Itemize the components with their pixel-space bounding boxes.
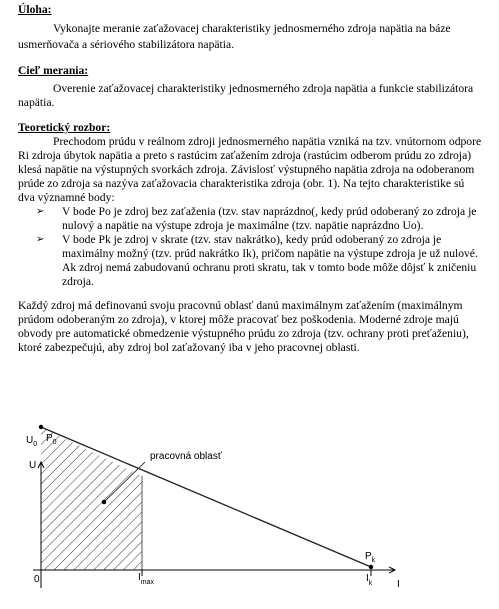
bullet-2-line-2: maximálny možný (tzv. prúd nakrátko Ik), pričom napätie na výstupe zdroja je už nulové.	[62, 247, 478, 260]
rozbor-line-4: prúde zo zdroja sa nazýva zaťažovacia charakteristika zdroja (obr. 1). Na tejto charakteristike sú	[18, 177, 465, 190]
pk-point	[369, 565, 373, 569]
paragraph-line-3: obvody pre automatické obmedzenie výstupného prúdu zo zdroja (tzv. ochrany proti preťaženiu),	[18, 327, 469, 340]
origin-label: 0	[34, 574, 40, 585]
ik-label: $I_k$	[366, 573, 373, 587]
ciel-line-1: Overenie zaťažovacej charakteristiky jednosmerného zdroja napätia a funkcie stabilizátora	[53, 82, 474, 95]
bullet-2-line-4: zdroja.	[62, 275, 94, 288]
axis-u-label: U	[29, 460, 37, 471]
bullet-1-line-2: nulový a napätie na výstupe zdroja je maximálne (tzv. napätie naprázdno Uo).	[62, 219, 424, 232]
u0-label: $U_0$	[26, 435, 38, 448]
rozbor-line-3: klesá napätie na výstupných svorkách zdroja. Závislosť výstupného napätia zdroja na odoberanom	[18, 163, 475, 176]
rozbor-line-1: Prechodom prúdu v reálnom zdroji jednosmerného napätia vzniká na tzv. vnútornom odpore	[53, 135, 482, 148]
section-heading-uloha: Úloha:	[18, 3, 52, 16]
paragraph-line-2: prúdom odoberaným zo zdroja), v ktorej môže pracovať bez poškodenia. Moderné zdroje majú	[18, 313, 459, 326]
bullet-arrow-icon: ➢	[36, 206, 45, 217]
bullet-1-line-1: V bode Po je zdroj bez zaťaženia (tzv. stav naprázdno(, kedy prúd odoberaný zo zdroja je	[62, 205, 477, 218]
region-label: pracovná oblasť	[150, 451, 222, 462]
rozbor-line-5: dva významné body:	[18, 191, 115, 204]
ciel-line-2: napätia.	[18, 96, 55, 109]
pk-label: $P_k$	[365, 551, 376, 564]
rozbor-line-2: Ri zdroja úbytok napätia a preto s rastúcim zaťažením zdroja (rastúcim odberom prúdu zo zdroja)	[18, 149, 472, 162]
section-heading-rozbor: Teoretický rozbor:	[18, 121, 111, 134]
paragraph-line-1: Každý zdroj má definovanú svoju pracovnú oblasť danú maximálnym zaťažením (maximálnym	[18, 299, 463, 312]
uloha-line-2: usmerňovača a sériového stabilizátora napätia.	[18, 38, 235, 51]
p0-label: $P_0$	[46, 433, 57, 446]
bullet-2-line-3: Ak zdroj nemá zabudovanú ochranu proti skratu, tak v tomto bode môže dôjsť k zničeniu	[62, 261, 477, 274]
uloha-line-1: Vykonajte meranie zaťažovacej charakteristiky jednosmerného zdroja napätia na báze	[53, 22, 451, 35]
region-dot	[102, 500, 107, 505]
paragraph-line-4: ktoré zabezpečujú, aby zdroj bol zaťažovaný iba v jeho pracovnej oblasti.	[18, 341, 360, 354]
bullet-2-line-1: V bode Pk je zdroj v skrate (tzv. stav nakrátko), kedy prúd odoberaný zo zdroja je	[62, 233, 442, 246]
bullet-arrow-icon: ➢	[36, 234, 45, 245]
imax-label: $I_{max}$	[138, 572, 155, 586]
p0-point	[39, 425, 43, 429]
section-heading-ciel: Cieľ merania:	[18, 64, 89, 77]
axis-i-label: I	[397, 579, 400, 590]
